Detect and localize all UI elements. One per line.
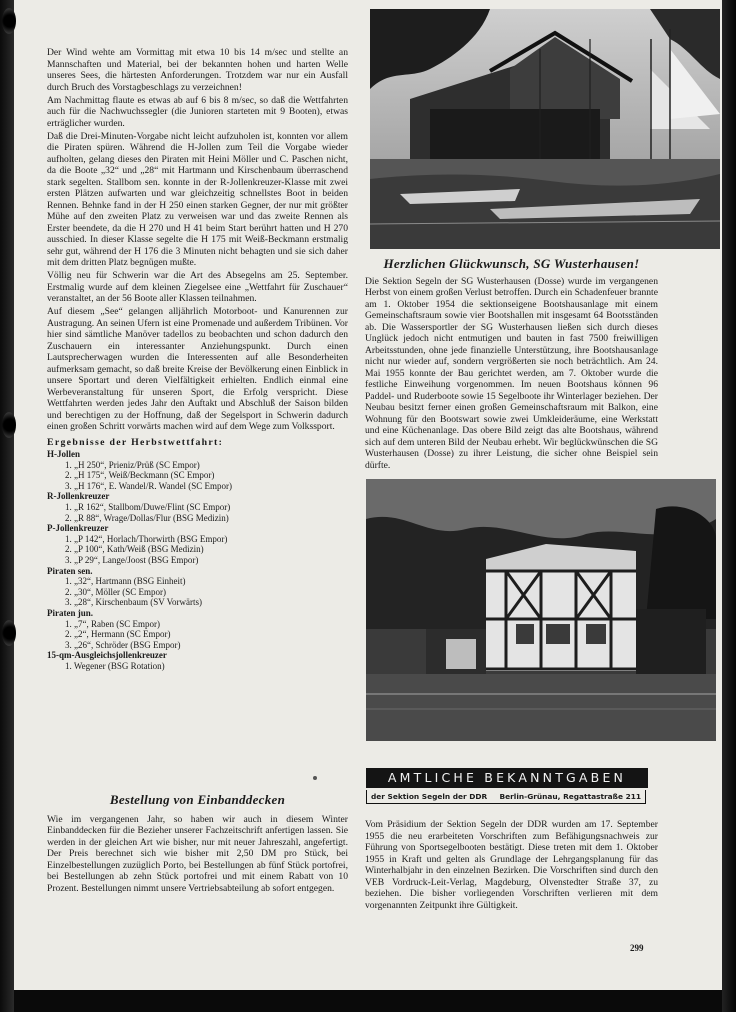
results-entry: 2. „P 100“, Kath/Weiß (BSG Medizin) [65,544,204,555]
results-entry: 2. „30“, Möller (SC Empor) [65,586,166,597]
amtliche-sub-left: der Sektion Segeln der DDR [371,792,488,801]
results-category: H-Jollen [47,449,80,459]
article-paragraph: Der Wind wehte am Vormittag mit etwa 10 bis 14 m/sec und stellte an Mannschaften und Material, bei der bekannten hohen und harten Welle unseres Sees, die härtesten Anforderungen. Trotzdem war nur ein Ausfall durch Bruch des Vorstagbeschlags zu verzeichnen! [47,47,348,93]
results-entry: 1. „7“, Raben (SC Empor) [65,618,160,629]
amtliche-section [365,819,658,913]
einband-text: Wie im vergangenen Jahr, so haben wir auch in diesem Winter Einbanddecken für die Bezieher unserer Fachzeitschrift anfertigen lassen. Sie werden in der gleichen Art wie bisher, nur mit neuer Jahreszahl, angefertigt. Der Preis berechnet sich wie bisher mit 2,50 DM pro Stück, bei Einzelbestellungen zuzüglich Porto, bei Bestellungen ab fünf Stück portofrei, bei Bestellungen ab zehn Stück portofrei und mit einem Rabatt von 10 Prozent. Bestellungen nimmt unsere Vertriebsabteilung ab sofort entgegen. [47,813,348,894]
glueckwunsch-heading: Herzlichen Glückwunsch, SG Wusterhausen! [383,256,640,271]
print-speck [313,776,317,780]
results-entry: 2. „H 175“, Weiß/Beckmann (SC Empor) [65,470,215,481]
glueckwunsch-text: Die Sektion Segeln der SG Wusterhausen (Dosse) wurde im vergangenen Herbst von einem großen Verlust betroffen. Durch ein Schadenfeuer brannte am 1. Oktober 1954 die sektionseigene Bootshausanlage mit einem Gemeinschaftsraum sowie vier Bootshallen mit insgesamt 64 Bootsständen ab. Die Wassersportler der SG Wusterhausen ließen sich durch dieses Unglück jedoch nicht entmutigen und bauten in fast 7500 freiwilligen Arbeitsstunden, ohne jede finanzielle Unterstützung, ihre Bootshausanlage nicht nur wieder auf, sondern vergrößerten sie noch beträchtlich. Am 24. Mai 1955 konnte der Bau gerichtet werden, am 7. Oktober wurde die festliche Einweihung vorgenommen. Im neuen Bootshaus können 96 Paddel- und Ruderboote sowie 15 Segelboote ihr Winterlager beziehen. Der Neubau besitzt ferner einen großen Gemeinschaftsraum mit Balkon, eine Wohnung für den Bootswart sowie zwei Umkleideräume, eine Werkstatt und eine Küchenanlage. Das obere Bild zeigt das alte Bootshaus, während sich auf dem unteren Bild der Neubau erhebt. Wir beglückwünschen die SG Wusterhausen (Dosse) zu ihrer Leistung, die sicher ohne Beispiel sein dürfte. [365,275,658,471]
page-bottom-shadow [14,990,722,1012]
results-category: Piraten jun. [47,607,93,618]
amtliche-banner: AMTLICHE BEKANNTGABEN [366,768,648,788]
results-entry: 3. „28“, Kirschenbaum (SV Vorwärts) [65,597,202,608]
glueckwunsch-section [365,258,658,473]
results-entry: 1. „H 250“, Prieniz/Prüß (SC Empor) [65,459,200,470]
results-category: P-Jollenkreuzer [47,523,109,534]
results-entry: 1. „P 142“, Horlach/Thorwirth (BSG Empor) [65,533,228,544]
left-article-column [47,47,348,671]
results-title: Ergebnisse der Herbstwettfahrt: [47,436,224,448]
amtliche-sub-right: Berlin-Grünau, Regattastraße 211 [499,792,641,801]
results-entry: 3. „H 176“, E. Wandel/R. Wandel (SC Empor) [65,480,232,491]
page-edge [722,0,736,1012]
results-category: 15-qm-Ausgleichsjollenkreuzer [47,650,167,661]
results-category: Piraten sen. [47,565,93,576]
results-entry: 3. „26“, Schröder (BSG Empor) [65,639,181,650]
results-entry: 2. „2“, Hermann (SC Empor) [65,629,171,640]
binding-hole [2,412,16,438]
results-list [47,449,348,671]
new-boathouse-photo [366,479,716,741]
results-entry: 1. „32“, Hartmann (BSG Einheit) [65,576,186,587]
amtliche-text: Vom Präsidium der Sektion Segeln der DDR wurden am 17. September 1955 die neu erarbeiteten Vorschriften zum Befähigungsnachweis zur Führung von Sportsegelbooten bestätigt. Diese treten mit dem 1. Oktober 1955 in Kraft und gelten als Grundlage der Lehrgangsplanung für das Winterhalbjahr in den einzelnen Bezirken. Die Vorschriften sind durch den VEB Vordruck-Leit-Verlag, Magdeburg, Olvenstedter Straße 37, zu beziehen. Die bisher vorliegenden Vorschriften verlieren mit dem vorgenannten Zeitpunkt ihre Gültigkeit. [365,819,658,911]
article-paragraph: Daß die Drei-Minuten-Vorgabe nicht leicht aufzuholen ist, konnten vor allem die Piraten spüren. Während die H-Jollen zum Teil die Vorgabe wieder aufholten, gelang dieses den Piraten mit Heini Möller und C. Paschen nicht, da die Boote „32“ und „28“ mit Hartmann und Kirschenbaum überraschend stark segelten. Stallbom sen. konnte in der R-Jollenkreuzer-Klasse mit zwei ersten Plätzen aufwarten und war gleichzeitig schnellstes Boot in beiden Rennen. Behnke fand in der H 250 einen starken Gegner, der nur mit größter Mühe auf den zweiten Platz zu verweisen war und das zweite Rennen als Erster beendete, da die H 270 und H 41 beim Start berührt hatten und H 270 ausschied. In dieser Klasse segelte die H 175 mit Weiß-Beckmann erstmalig sehr gut, während der H 176 die 3 Minuten nicht behagten und sie sich daher mit dem dritten Platz begnügen mußte. [47,130,348,268]
article-paragraph: Völlig neu für Schwerin war die Art des Absegelns am 25. September. Erstmalig wurde auf dem kleinen Ziegelsee eine „Wettfahrt für Zuschauer“ veranstaltet, an der 56 Boote aller Klassen teilnahmen. [47,270,348,304]
page-number: 299 [630,943,644,953]
results-entry: 1. „R 162“, Stallbom/Duwe/Flint (SC Empor) [65,501,231,512]
einband-heading: Bestellung von Einbanddecken [109,792,286,807]
book-binding [0,0,14,1012]
amtliche-subheader [366,790,646,804]
results-entry: 3. „P 29“, Lange/Joost (BSG Empor) [65,554,199,565]
einband-section [47,794,348,896]
results-entry: 2. „R 88“, Wrage/Dollas/Flur (BSG Medizin) [65,512,229,523]
binding-hole [2,620,16,646]
results-entry: 1. Wegener (BSG Rotation) [65,660,165,671]
article-paragraph: Am Nachmittag flaute es etwas ab auf 6 bis 8 m/sec, so daß die Wettfahrten auch für die Nachwuchssegler (die Junioren starteten mit 9 Booten), etwas erträglicher wurden. [47,94,348,129]
article-paragraph: Auf diesem „See“ gelangen alljährlich Motorboot- und Kanurennen zur Austragung. An seinen Ufern ist eine Promenade und außerdem Tribünen. Vor hier sind sämtliche Manöver tadellos zu beobachten und schon dadurch den Zuschauern ein interessanter Anziehungspunkt. Durch einen Lautsprecherwagen wurden die Interessenten auf alle Besonderheiten aufmerksam gemacht, so daß breite Kreise der Bevölkerung einen Einblick in unsere Sportart und deren Vielfältigkeit erhielten. Endlich einmal eine Werbeveranstaltung für unseren Sport, die Erfolg verspricht. Diese Wettfahrten werden jedes Jahr den Auftakt und Abschluß der Saison bilden und berechtigen zu der Hoffnung, daß der Segelsport in Schwerin dadurch einen großen Schritt vorwärts machen wird auf dem Wege zum Volkssport. [47,306,348,432]
old-boathouse-photo [370,9,720,249]
binding-hole [2,8,16,34]
results-category: R-Jollenkreuzer [47,491,110,502]
